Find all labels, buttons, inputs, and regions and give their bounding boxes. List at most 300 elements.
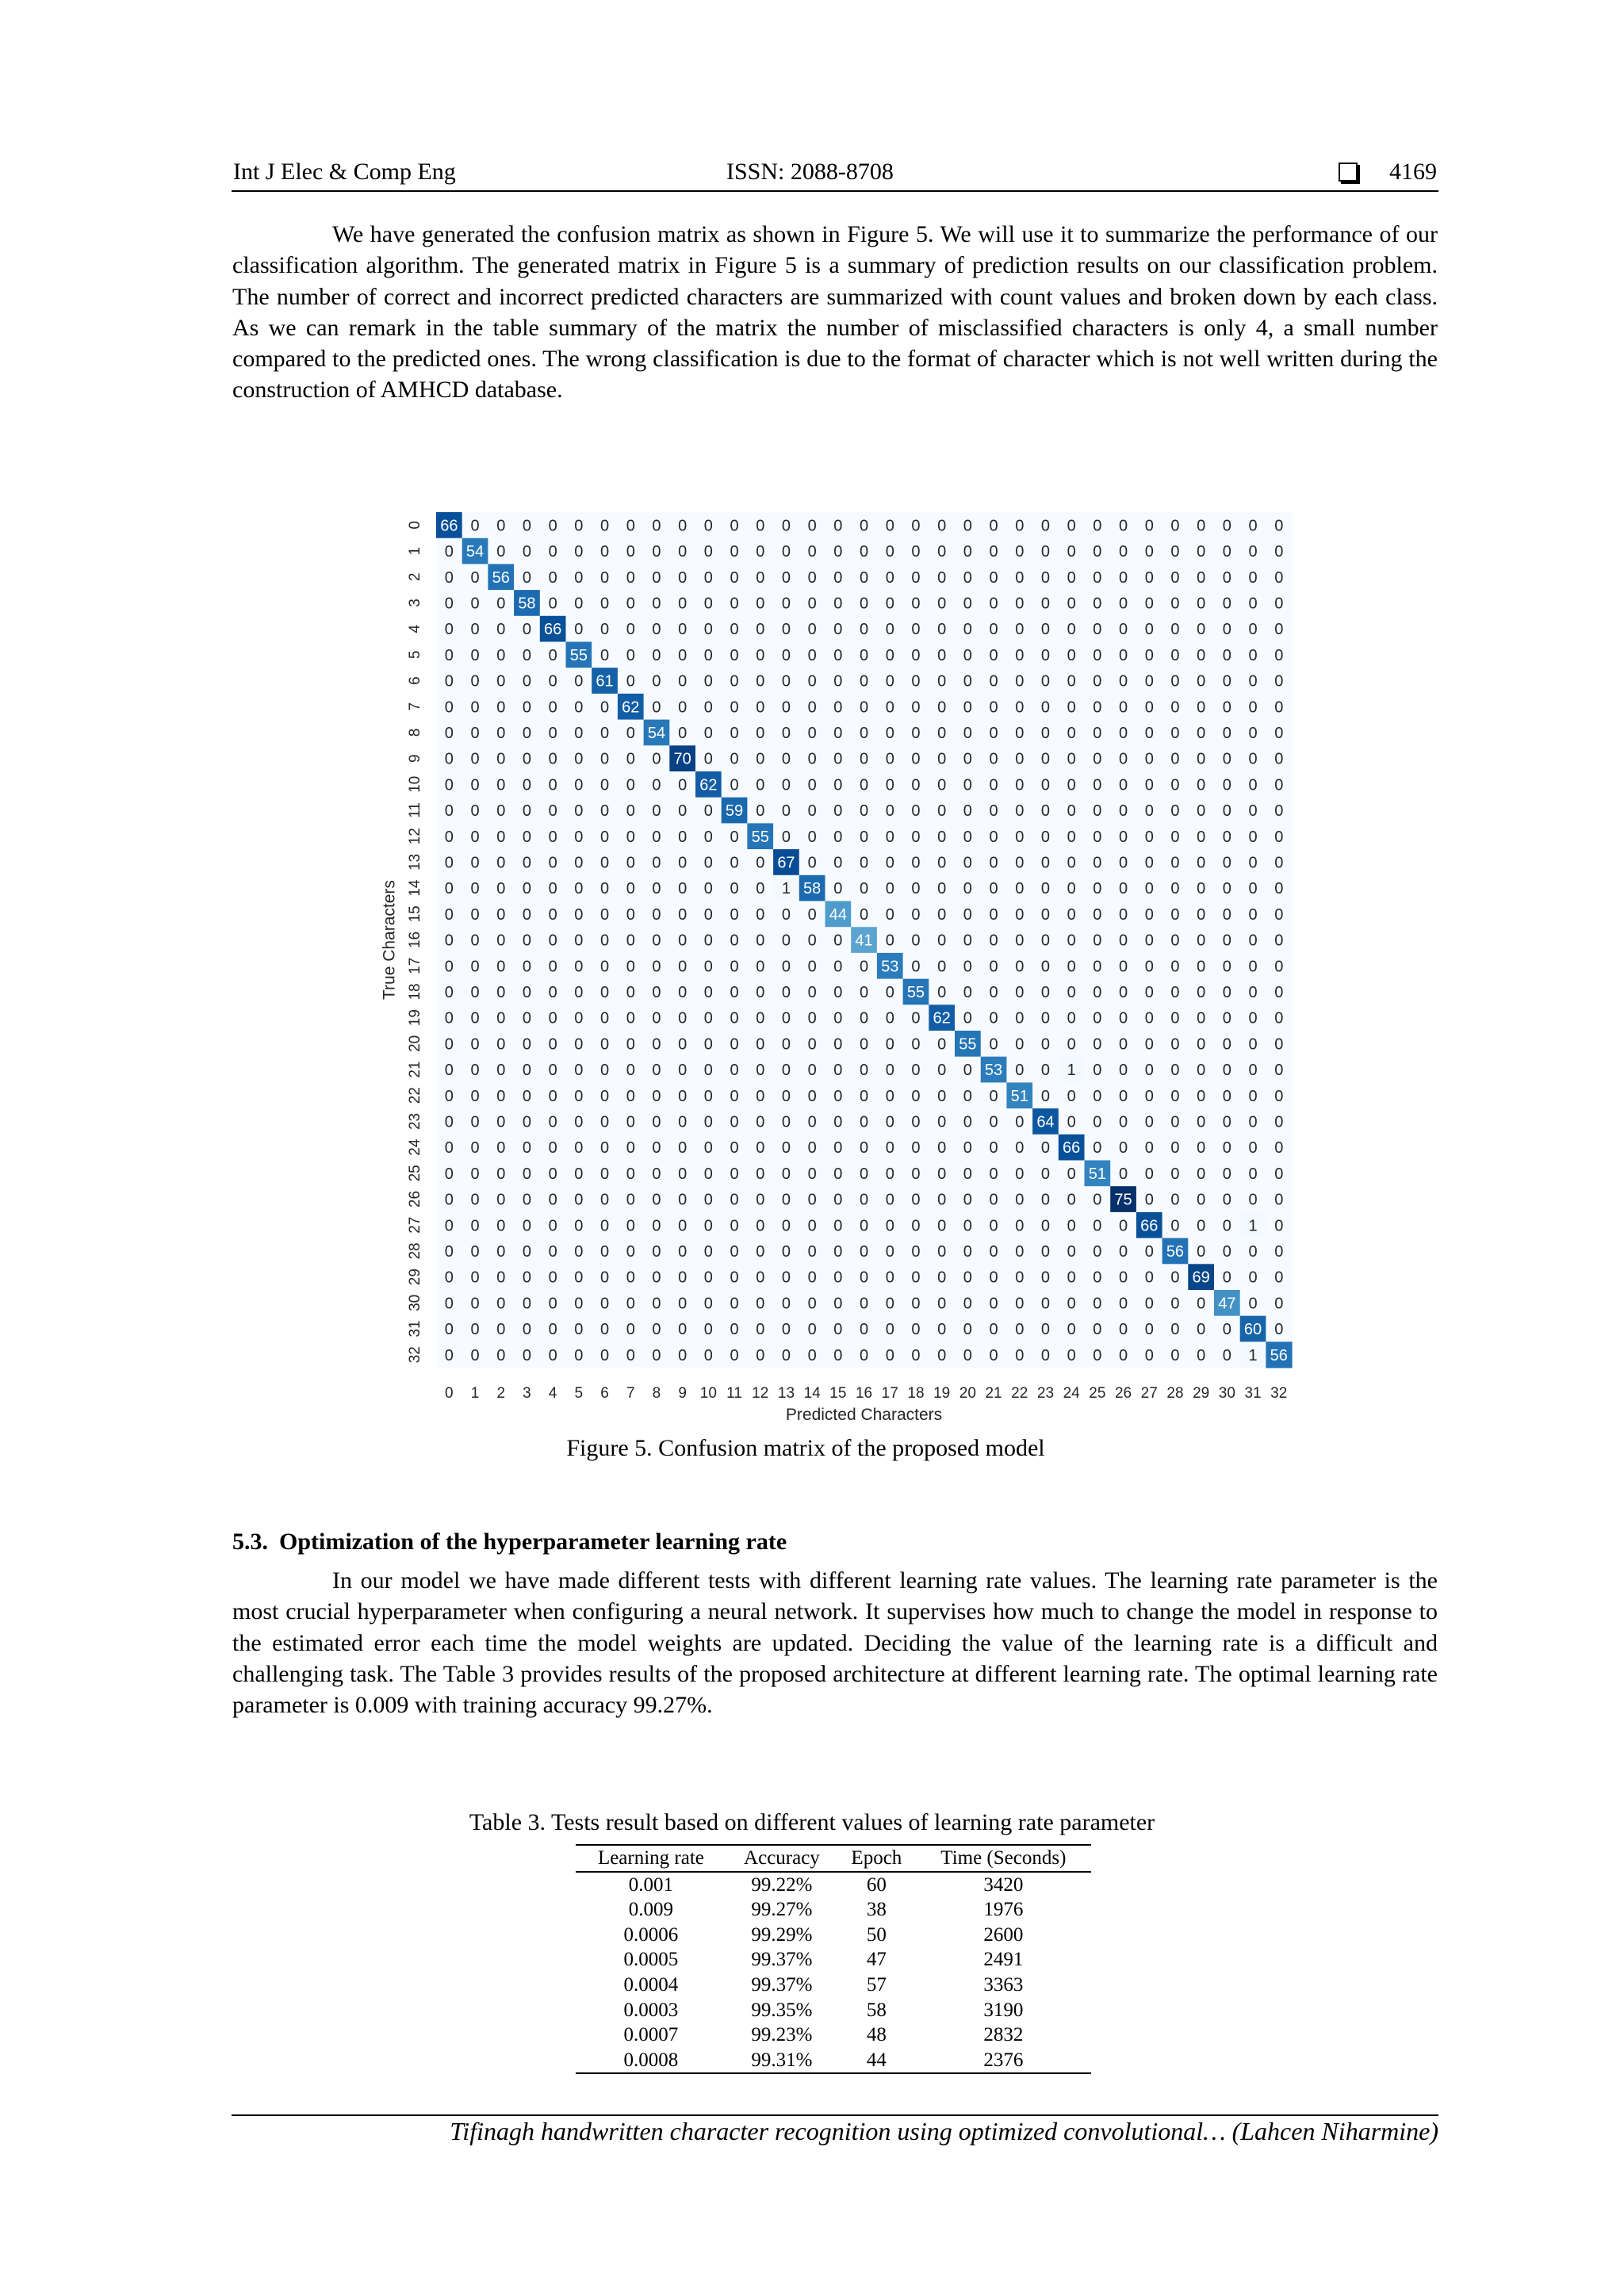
cell-value-label: 0 [833,1269,843,1287]
cell-value-label: 0 [1093,854,1102,872]
cell-value-label: 0 [703,750,713,768]
cell-value-label: 0 [444,1295,454,1313]
cell-value-label: 0 [678,828,688,846]
cell-value-label: 0 [1222,1269,1231,1287]
cell-value-label: 0 [496,880,506,898]
cell-value-label: 0 [730,1165,739,1183]
x-tick-label: 16 [855,1385,873,1402]
cell-value-label: 0 [444,983,454,1001]
cell-value-label: 0 [703,802,713,821]
cell-value-label: 0 [444,1139,454,1158]
cell-value-label: 0 [911,1346,921,1364]
cell-value-label: 0 [548,1035,557,1054]
cell-value-label: 0 [574,1113,584,1131]
cell-value-label: 0 [963,750,972,768]
cell-value-label: 0 [1222,750,1231,768]
cell-value-label: 0 [963,1009,972,1027]
cell-value-label: 0 [1093,1321,1102,1339]
cell-value-label: 0 [1248,776,1258,794]
cell-value-label: 0 [599,646,610,664]
cell-value-label: 0 [599,568,610,587]
cell-value-label: 0 [885,1346,894,1364]
cell-value-label: 0 [885,621,894,639]
cell-value-label: 0 [1067,932,1076,950]
square-bullet-icon [1339,163,1358,182]
cell-value-label: 0 [599,1242,610,1261]
confusion-matrix-chart [373,504,1300,1425]
cell-value-label: 0 [1093,750,1102,768]
cell-value-label: 0 [1067,724,1076,742]
cell-value-label: 0 [885,646,894,664]
cell-value-label: 0 [1274,724,1284,742]
cell-value-label: 0 [1222,724,1231,742]
cell-value-label: 0 [522,698,532,717]
cell-value-label: 0 [1040,724,1051,742]
cell-value-label: 0 [963,568,972,587]
column-header: Learning rate [576,1845,726,1872]
cell-value-label: 0 [1144,646,1154,664]
cell-value-label: 0 [548,1321,557,1339]
y-tick-label: 3 [407,599,424,607]
cell-value-label: 0 [859,595,869,613]
cell-value-label: 0 [833,776,843,794]
cell-value-label: 0 [937,517,947,535]
cell-value-label: 0 [1248,802,1258,821]
cell-value-label: 0 [574,932,584,950]
cell-value-label: 0 [885,1295,894,1313]
cell-value-label: 0 [1274,750,1284,768]
cell-value-label: 0 [1197,1087,1206,1105]
cell-value-label: 0 [911,854,921,872]
x-tick-label: 6 [600,1385,609,1402]
cell-value-label: 0 [807,776,817,794]
cell-value-label: 0 [652,828,661,846]
cell-value-label: 0 [470,932,480,950]
cell-value-label: 0 [885,543,894,561]
cell-value-label: 0 [807,750,817,768]
cell-value-label: 0 [599,543,610,561]
cell-value-label: 0 [1067,1295,1076,1313]
cell-value-label: 0 [1015,595,1025,613]
cell-value-label: 0 [756,776,765,794]
cell-value-label: 0 [548,828,557,846]
cell-value-label: 0 [730,932,739,950]
cell-value-label: 0 [652,1009,661,1027]
cell-value-label: 0 [1274,568,1284,587]
cell-value-label: 0 [703,595,713,613]
cell-value-label: 0 [833,958,843,976]
cell-value-label: 58 [518,595,536,613]
cell-value-label: 0 [470,1139,480,1158]
cell-value-label: 0 [781,1242,791,1261]
cell-value-label: 0 [1144,1191,1154,1209]
cell-value-label: 0 [1197,1139,1206,1158]
cell-value-label: 0 [599,802,610,821]
cell-value-label: 0 [989,517,998,535]
cell-value-label: 0 [885,1217,894,1235]
cell-value-label: 0 [599,1087,610,1105]
cell-value-label: 0 [989,1217,998,1235]
cell-value-label: 0 [833,983,843,1001]
cell-value-label: 0 [548,1165,557,1183]
cell-value-label: 0 [1040,698,1051,717]
cell-value-label: 0 [444,854,454,872]
cell-value-label: 51 [1088,1165,1106,1183]
cell-value-label: 0 [1197,672,1206,691]
cell-value-label: 0 [626,1165,635,1183]
cell-value-label: 0 [599,1139,610,1158]
cell-value-label: 0 [1067,1321,1076,1339]
x-tick-label: 13 [777,1385,795,1402]
cell-value-label: 0 [937,932,947,950]
cell-value-label: 59 [725,802,744,821]
cell-value-label: 0 [1170,1035,1180,1054]
cell-value-label: 0 [444,1217,454,1235]
cell-value-label: 0 [1067,1269,1076,1287]
cell-value-label: 0 [496,1269,506,1287]
cell-value-label: 0 [963,905,972,924]
cell-value-label: 0 [1144,1139,1154,1158]
cell-value-label: 0 [444,1035,454,1054]
y-tick-label: 4 [407,624,424,633]
cell-value-label: 0 [574,1242,584,1261]
cell-value-label: 0 [1170,802,1180,821]
x-tick-label: 8 [652,1385,661,1402]
cell-value-label: 0 [1197,1165,1206,1183]
cell-value-label: 0 [626,1009,635,1027]
cell-value-label: 0 [652,1346,661,1364]
cell-value-label: 0 [496,595,506,613]
cell-value-label: 0 [1067,983,1076,1001]
cell-value-label: 0 [911,646,921,664]
cell-value-label: 0 [652,698,661,717]
cell-value-label: 0 [730,698,739,717]
cell-value-label: 0 [496,828,506,846]
y-tick-label: 15 [407,905,424,923]
cell-value-label: 0 [833,932,843,950]
cell-value-label: 0 [1222,568,1231,587]
cell-value-label: 0 [1015,932,1025,950]
cell-value-label: 0 [833,543,843,561]
cell-value-label: 0 [703,828,713,846]
cell-value-label: 0 [522,646,532,664]
cell-value-label: 0 [444,1165,454,1183]
cell-value-label: 0 [522,517,532,535]
cell-value-label: 0 [1197,621,1206,639]
cell-value-label: 0 [470,517,480,535]
cell-value-label: 0 [1067,568,1076,587]
cell-value-label: 0 [1248,880,1258,898]
cell-value-label: 0 [1118,1295,1128,1313]
y-tick-label: 25 [407,1165,424,1182]
cell-value-label: 0 [1197,568,1206,587]
cell-value-label: 0 [807,1113,817,1131]
cell-value-label: 0 [989,1191,998,1209]
x-tick-label: 2 [496,1385,506,1402]
cell-value-label: 0 [781,1035,791,1054]
y-tick-label: 32 [407,1346,424,1364]
cell-value-label: 0 [911,905,921,924]
cell-value-label: 0 [1197,983,1206,1001]
cell-value-label: 0 [1274,543,1284,561]
cell-value-label: 0 [470,1346,480,1364]
cell-value-label: 0 [1274,854,1284,872]
cell-value-label: 0 [599,698,610,717]
cell-value-label: 66 [440,517,458,535]
cell-value-label: 0 [470,1087,480,1105]
cell-value-label: 0 [1067,776,1076,794]
x-tick-label: 5 [574,1385,584,1402]
cell-value-label: 0 [1274,880,1284,898]
cell-value-label: 0 [1197,543,1206,561]
cell-value-label: 0 [1040,932,1051,950]
cell-value-label: 0 [1222,983,1231,1001]
cell-value-label: 0 [548,880,557,898]
cell-value-label: 0 [963,776,972,794]
cell-value-label: 54 [647,724,666,742]
cell-value-label: 0 [574,1139,584,1158]
cell-value-label: 0 [859,517,869,535]
cell-value-label: 0 [885,1087,894,1105]
cell-value-label: 0 [1144,1113,1154,1131]
x-tick-label: 0 [445,1385,454,1402]
cell-value-label: 0 [1040,983,1051,1001]
cell-value-label: 0 [730,1009,739,1027]
cell-value-label: 0 [989,1113,998,1131]
cell-value-label: 0 [1222,543,1231,561]
cell-value-label: 0 [1067,646,1076,664]
cell-value-label: 0 [1222,1165,1231,1183]
cell-value-label: 0 [703,854,713,872]
cell-value-label: 0 [989,543,998,561]
cell-value-label: 0 [574,1217,584,1235]
cell-value-label: 0 [859,880,869,898]
cell-value-label: 0 [444,1346,454,1364]
cell-value-label: 0 [1015,1269,1025,1287]
cell-value-label: 0 [781,1346,791,1364]
cell-value-label: 0 [756,1321,765,1339]
cell-value-label: 0 [652,646,661,664]
cell-value-label: 0 [1274,1217,1284,1235]
cell-value-label: 0 [833,517,843,535]
cell-value-label: 0 [911,1165,921,1183]
cell-value-label: 0 [703,1191,713,1209]
cell-value-label: 0 [756,905,765,924]
cell-value-label: 0 [1248,1035,1258,1054]
table-cell: 0.0008 [576,2048,726,2074]
table-cell: 3420 [983,1873,1024,1896]
cell-value-label: 0 [626,1035,635,1054]
cell-value-label: 0 [807,1035,817,1054]
cell-value-label: 0 [678,854,688,872]
cell-value-label: 0 [1144,1035,1154,1054]
cell-value-label: 0 [859,646,869,664]
cell-value-label: 0 [1197,724,1206,742]
cell-value-label: 0 [1248,905,1258,924]
table-cell: 99.35% [751,1999,813,2021]
cell-value-label: 0 [859,1346,869,1364]
cell-value-label: 0 [963,828,972,846]
cell-value-label: 0 [1015,1009,1025,1027]
cell-value-label: 0 [574,517,584,535]
cell-value-label: 0 [963,1346,972,1364]
cell-value-label: 0 [859,958,869,976]
cell-value-label: 0 [1067,621,1076,639]
cell-value-label: 67 [777,854,795,872]
cell-value-label: 0 [1248,854,1258,872]
cell-value-label: 0 [1222,595,1231,613]
table-cell: 2832 [983,2024,1024,2046]
cell-value-label: 0 [652,543,661,561]
cell-value-label: 0 [1040,1035,1051,1054]
cell-value-label: 0 [1093,672,1102,691]
cell-value-label: 0 [989,1009,998,1027]
x-tick-label: 26 [1114,1385,1132,1402]
cell-value-label: 0 [1197,905,1206,924]
cell-value-label: 0 [833,724,843,742]
cell-value-label: 0 [885,750,894,768]
cell-value-label: 0 [781,1269,791,1287]
cell-value-label: 0 [1015,698,1025,717]
cell-value-label: 0 [1274,1321,1284,1339]
cell-value-label: 0 [626,517,635,535]
cell-value-label: 0 [678,1035,688,1054]
cell-value-label: 0 [989,958,998,976]
cell-value-label: 0 [470,1242,480,1261]
cell-value-label: 0 [937,1217,947,1235]
cell-value-label: 0 [911,1321,921,1339]
cell-value-label: 0 [1248,958,1258,976]
table-cell: 58 [866,1999,887,2021]
cell-value-label: 0 [470,568,480,587]
y-tick-label: 5 [407,650,424,660]
cell-value-label: 0 [652,1217,661,1235]
table-row [576,1872,1091,1898]
cell-value-label: 0 [1222,1217,1231,1235]
cell-value-label: 0 [1067,1009,1076,1027]
cell-value-label: 66 [1140,1217,1159,1235]
cell-value-label: 0 [1170,517,1180,535]
cell-value-label: 0 [1274,1295,1284,1313]
cell-value-label: 0 [599,932,610,950]
results-table [576,1844,1091,2074]
cell-value-label: 0 [574,905,584,924]
cell-value-label: 0 [1067,1242,1076,1261]
cell-value-label: 0 [1015,1139,1025,1158]
cell-value-label: 0 [522,983,532,1001]
cell-value-label: 0 [522,1269,532,1287]
cell-value-label: 0 [1015,958,1025,976]
table-row [576,1998,1091,2023]
cell-value-label: 0 [1093,543,1102,561]
cell-value-label: 0 [599,1062,610,1080]
cell-value-label: 0 [496,854,506,872]
cell-value-label: 0 [652,1321,661,1339]
cell-value-label: 0 [1197,1113,1206,1131]
cell-value-label: 0 [885,802,894,821]
cell-value-label: 0 [1015,1217,1025,1235]
cell-value-label: 0 [522,1191,532,1209]
cell-value-label: 0 [444,568,454,587]
cell-value-label: 0 [937,1035,947,1054]
cell-value-label: 0 [885,983,894,1001]
column-header: Time (Seconds) [916,1845,1091,1872]
cell-value-label: 0 [496,698,506,717]
table-cell: 3363 [983,1973,1024,1996]
cell-value-label: 0 [859,1113,869,1131]
cell-value-label: 0 [859,1191,869,1209]
cell-value-label: 0 [937,854,947,872]
cell-value-label: 0 [1170,905,1180,924]
cell-value-label: 0 [1197,802,1206,821]
cell-value-label: 0 [937,698,947,717]
cell-value-label: 0 [496,1113,506,1131]
cell-value-label: 0 [678,517,688,535]
cell-value-label: 0 [807,958,817,976]
cell-value-label: 0 [807,1165,817,1183]
y-tick-label: 14 [407,879,424,897]
cell-value-label: 0 [885,1035,894,1054]
cell-value-label: 0 [1118,1165,1128,1183]
cell-value-label: 0 [1118,621,1128,639]
cell-value-label: 0 [1144,1321,1154,1339]
table-cell: 44 [837,2048,916,2074]
cell-value-label: 62 [622,698,640,717]
cell-value-label: 0 [756,672,765,691]
cell-value-label: 0 [781,517,791,535]
cell-value-label: 0 [652,750,661,768]
cell-value-label: 0 [599,1295,610,1313]
cell-value-label: 0 [1067,905,1076,924]
cell-value-label: 56 [492,568,510,587]
cell-value-label: 0 [1170,568,1180,587]
y-tick-label: 24 [407,1138,424,1156]
cell-value-label: 0 [652,672,661,691]
cell-value-label: 0 [678,621,688,639]
cell-value-label: 0 [678,672,688,691]
cell-value-label: 0 [807,1295,817,1313]
cell-value-label: 0 [885,724,894,742]
cell-value-label: 0 [781,621,791,639]
cell-value-label: 0 [678,776,688,794]
cell-value-label: 0 [626,595,635,613]
cell-value-label: 0 [833,1139,843,1158]
cell-value-label: 0 [963,958,972,976]
cell-value-label: 0 [678,1009,688,1027]
cell-value-label: 0 [807,1346,817,1364]
cell-value-label: 0 [496,724,506,742]
y-tick-label: 6 [407,676,424,685]
cell-value-label: 0 [1144,595,1154,613]
table-cell: 0.0005 [623,1949,679,1971]
cell-value-label: 0 [1040,1009,1051,1027]
cell-value-label: 0 [1274,828,1284,846]
cell-value-label: 0 [548,1346,557,1364]
paragraph-confusion-matrix: We have generated the confusion matrix as shown in Figure 5. We will use it to summarize the performance of our classification algorithm. The generated matrix in Figure 5 is a summary of prediction results on our classification problem. The number of correct and incorrect predicted characters are summarized with count values and broken down by each class. As we can remark in the table summary of the matrix the number of misclassified characters is only 4, a small number compared to the predicted ones. The wrong classification is due to the format of character which is not well written during the construction of AMHCD database. [232,221,1438,404]
cell-value-label: 0 [470,1009,480,1027]
cell-value-label: 0 [678,724,688,742]
cell-value-label: 0 [522,1062,532,1080]
cell-value-label: 0 [781,1087,791,1105]
cell-value-label: 0 [703,1321,713,1339]
x-tick-label: 22 [1011,1385,1028,1402]
table-cell: 0.001 [628,1873,674,1896]
cell-value-label: 0 [548,1062,557,1080]
cell-value-label: 0 [522,1321,532,1339]
x-tick-label: 4 [548,1385,557,1402]
cell-value-label: 0 [1067,802,1076,821]
cell-value-label: 56 [1270,1346,1288,1364]
